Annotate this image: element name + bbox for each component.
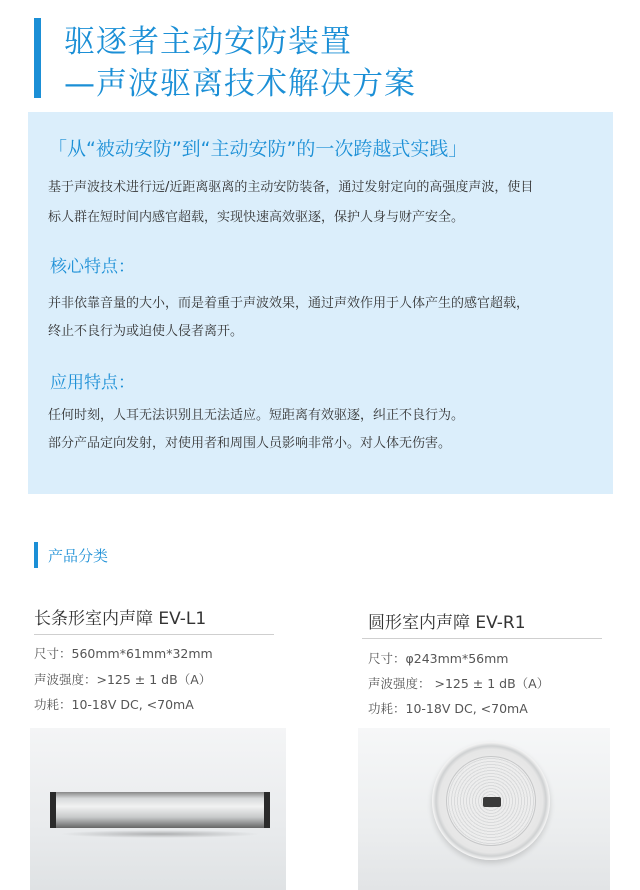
brand-logo-icon (483, 797, 501, 807)
product-divider (34, 634, 274, 635)
intro-heading: 「从“被动安防”到“主动安防”的一次跨越式实践」 (48, 138, 468, 160)
application-line-2: 部分产品定向发射，对使用者和周围人员影响非常小。对人体无伤害。 (48, 436, 452, 451)
product-spec-size: 尺寸：560mm*61mm*32mm (34, 646, 213, 661)
product-name-ev-l1: 长条形室内声障 EV-L1 (34, 609, 207, 629)
category-title: 产品分类 (48, 547, 109, 565)
bar-speaker-shadow (60, 830, 260, 838)
title-accent-bar (34, 18, 41, 98)
product-spec-power: 功耗：10-18V DC, <70mA (368, 701, 528, 716)
intro-panel (28, 112, 613, 494)
page-title-line1: 驱逐者主动安防装置 (64, 24, 352, 60)
speaker-grille (446, 756, 536, 846)
core-line-2: 终止不良行为或迫使人侵者离开。 (48, 324, 244, 339)
round-speaker-image (358, 728, 610, 890)
product-spec-intensity: 声波强度：>125 ± 1 dB（A） (34, 672, 212, 687)
application-features-title: 应用特点： (50, 373, 135, 393)
round-speaker-icon (432, 742, 550, 860)
intro-line-2: 标人群在短时间内感官超载，实现快速高效驱逐，保护人身与财产安全。 (48, 210, 465, 225)
category-accent-bar (34, 542, 38, 568)
product-name-ev-r1: 圆形室内声障 EV-R1 (368, 613, 526, 633)
product-divider (362, 638, 602, 639)
intro-line-1: 基于声波技术进行远/近距离驱离的主动安防装备，通过发射定向的高强度声波，使目 (48, 180, 534, 195)
bar-speaker-icon (50, 792, 270, 828)
bar-speaker-image (30, 728, 286, 890)
product-spec-size: 尺寸：φ243mm*56mm (368, 651, 509, 666)
page-title-line2: —声波驱离技术解决方案 (64, 66, 416, 102)
application-line-1: 任何时刻，人耳无法识别且无法适应。短距离有效驱逐，纠正不良行为。 (48, 408, 465, 423)
core-features-title: 核心特点： (50, 257, 135, 277)
core-line-1: 并非依靠音量的大小，而是着重于声波效果，通过声效作用于人体产生的感官超载， (48, 296, 530, 311)
product-spec-power: 功耗：10-18V DC, <70mA (34, 697, 194, 712)
product-spec-intensity: 声波强度： >125 ± 1 dB（A） (368, 676, 550, 691)
